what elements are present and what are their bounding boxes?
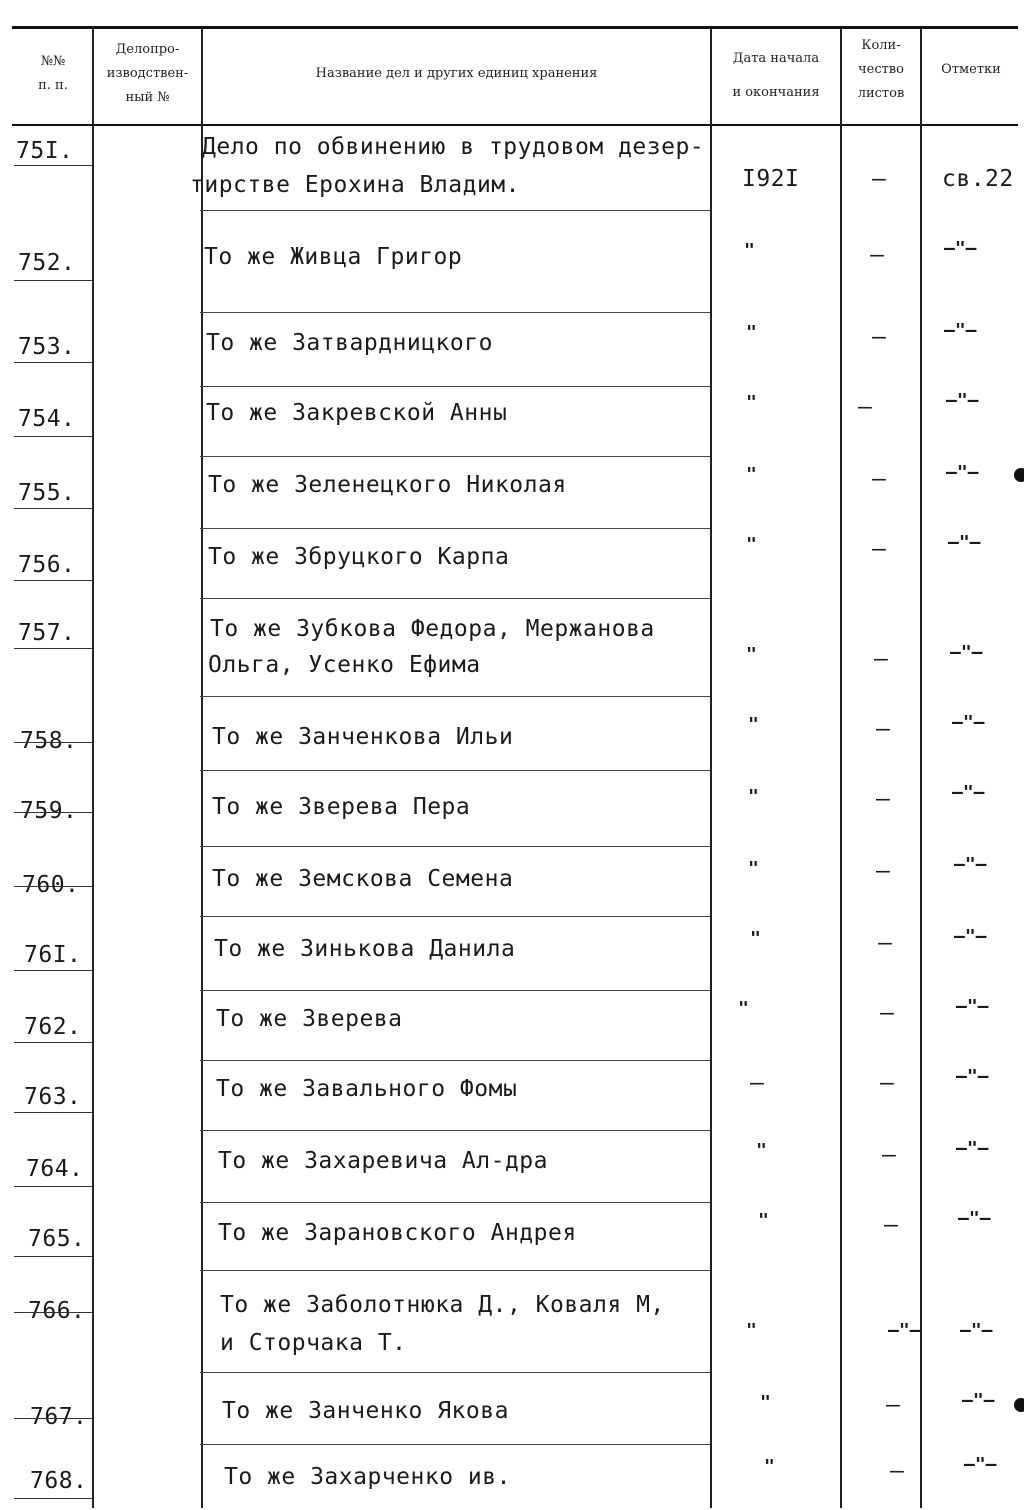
header-dates: [712, 42, 840, 110]
row-date: ": [746, 464, 757, 485]
row-sheets: –: [882, 1142, 897, 1168]
row-number-underline: [14, 648, 92, 649]
row-number: 764.: [26, 1156, 84, 1182]
header-office-line-2: изводствен-: [106, 66, 189, 81]
row-number: 752.: [18, 250, 76, 276]
row-date: ": [748, 714, 759, 735]
row-date: –: [750, 1070, 765, 1096]
row-sheets: –: [858, 394, 873, 420]
row-notes: –"–: [950, 642, 983, 663]
row-title: То же Зверева Пера: [212, 794, 471, 820]
row-sheets: –: [880, 1070, 895, 1096]
row-number: 757.: [18, 620, 76, 646]
row-separator: [200, 386, 710, 387]
row-date: ": [746, 392, 757, 413]
row-date: ": [746, 534, 757, 555]
row-sheets: –: [878, 930, 893, 956]
row-number-underline: [14, 580, 92, 581]
row-date: ": [746, 644, 757, 665]
row-separator: [200, 1202, 710, 1203]
row-separator: [200, 916, 710, 917]
row-sheets: –"–: [888, 1320, 921, 1341]
row-sheets: –: [890, 1458, 905, 1484]
row-sheets: –: [884, 1212, 899, 1238]
row-title: То же Занченко Якова: [222, 1398, 509, 1424]
row-date: ": [746, 322, 757, 343]
row-separator: [200, 696, 710, 697]
row-number: 763.: [24, 1084, 82, 1110]
column-divider-4: [840, 28, 842, 1508]
header-title: [203, 62, 710, 86]
row-number-underline: [14, 1312, 92, 1313]
row-number: 765.: [28, 1226, 86, 1252]
row-notes: –"–: [948, 532, 981, 553]
header-sheets-line-2: чество: [858, 62, 904, 77]
row-number-underline: [14, 436, 92, 437]
row-separator: [200, 312, 710, 313]
header-number: [14, 50, 92, 98]
row-number-underline: [14, 362, 92, 363]
row-notes: –"–: [946, 390, 979, 411]
row-title: То же Захарченко ив.: [224, 1464, 511, 1490]
row-notes: –"–: [954, 926, 987, 947]
row-sheets: –: [872, 166, 887, 192]
header-sheets: [842, 34, 920, 106]
row-notes: –"–: [954, 854, 987, 875]
row-title-line-1: Дело по обвинению в трудовом дезер-: [202, 134, 705, 160]
row-separator: [200, 210, 710, 211]
row-date: ": [748, 786, 759, 807]
row-notes: –"–: [964, 1454, 997, 1475]
row-number-underline: [14, 1418, 92, 1419]
row-number-underline: [14, 886, 92, 887]
row-title: То же Зеленецкого Николая: [208, 472, 567, 498]
row-number-underline: [14, 1112, 92, 1113]
row-title: То же Зинькова Данила: [214, 936, 516, 962]
row-date: ": [756, 1140, 767, 1161]
header-office-line-1: Делопро-: [115, 42, 180, 57]
row-sheets: –: [870, 242, 885, 268]
column-divider-2: [201, 28, 203, 1508]
row-notes: св.22: [942, 166, 1014, 192]
row-number-underline: [14, 970, 92, 971]
row-title: То же Завального Фомы: [216, 1076, 518, 1102]
row-title: То же Живца Григор: [204, 244, 463, 270]
row-title-line-1: То же Зубкова Федора, Мержанова: [210, 616, 655, 642]
header-sheets-line-1: Коли-: [861, 38, 901, 53]
row-separator: [200, 770, 710, 771]
row-title-line-2: тирстве Ерохина Владим.: [190, 172, 520, 198]
header-office-line-3: ный №: [125, 90, 170, 105]
row-date: ": [758, 1210, 769, 1231]
row-notes: –"–: [960, 1320, 993, 1341]
row-notes: –"–: [956, 1138, 989, 1159]
ink-blot: [1014, 1398, 1024, 1412]
ink-blot: [1014, 468, 1024, 482]
row-notes: –"–: [958, 1208, 991, 1229]
row-date: ": [744, 240, 755, 261]
row-number-underline: [14, 1042, 92, 1043]
row-number-underline: [14, 280, 92, 281]
row-number: 755.: [18, 480, 76, 506]
row-separator: [200, 1130, 710, 1131]
column-divider-5: [920, 28, 922, 1508]
row-date: ": [738, 998, 749, 1019]
row-number-underline: [14, 1498, 92, 1499]
header-title-text: Название дел и других единиц хранения: [315, 66, 598, 81]
row-title: То же Затвардницкого: [206, 330, 493, 356]
row-sheets: –: [872, 536, 887, 562]
row-date: ": [760, 1392, 771, 1413]
row-number: 762.: [24, 1014, 82, 1040]
row-notes: –"–: [956, 996, 989, 1017]
table-header-border: [12, 124, 1018, 126]
row-sheets: –: [880, 1000, 895, 1026]
row-date: ": [746, 1320, 757, 1341]
row-separator: [200, 1372, 710, 1373]
row-number: 76I.: [24, 942, 82, 968]
row-separator: [200, 598, 710, 599]
row-number: 756.: [18, 552, 76, 578]
row-number: 759.: [20, 798, 78, 824]
row-sheets: –: [886, 1392, 901, 1418]
row-sheets: –: [876, 858, 891, 884]
header-sheets-line-3: листов: [857, 86, 905, 101]
row-number: 758.: [20, 728, 78, 754]
row-sheets: –: [872, 466, 887, 492]
row-notes: –"–: [946, 462, 979, 483]
row-separator: [200, 1270, 710, 1271]
header-number-line-2: п. п.: [38, 78, 68, 93]
row-separator: [200, 846, 710, 847]
row-separator: [200, 1444, 710, 1445]
row-notes: –"–: [962, 1390, 995, 1411]
row-date: ": [750, 928, 761, 949]
row-number: 75I.: [16, 138, 74, 164]
row-number: 754.: [18, 406, 76, 432]
row-number-underline: [14, 165, 92, 166]
row-title: То же Занченкова Ильи: [212, 724, 514, 750]
row-separator: [200, 1060, 710, 1061]
row-number-underline: [14, 508, 92, 509]
row-title-line-1: То же Заболотнюка Д., Коваля М,: [220, 1292, 665, 1318]
column-divider-3: [710, 28, 712, 1508]
row-date: ": [748, 858, 759, 879]
row-title: То же Зарановского Андрея: [218, 1220, 577, 1246]
row-number: 767.: [30, 1404, 88, 1430]
row-notes: –"–: [944, 238, 977, 259]
row-title: То же Збруцкого Карпа: [208, 544, 510, 570]
header-notes: [922, 58, 1020, 82]
row-notes: –"–: [956, 1066, 989, 1087]
row-title: То же Зверева: [216, 1006, 403, 1032]
row-separator: [200, 528, 710, 529]
row-title-line-2: и Сторчака Т.: [220, 1330, 407, 1356]
row-number-underline: [14, 742, 92, 743]
row-title-line-2: Ольга, Усенко Ефима: [208, 652, 481, 678]
row-separator: [200, 456, 710, 457]
row-date: I92I: [742, 166, 800, 192]
header-notes-text: Отметки: [941, 62, 1001, 77]
row-title: То же Закревской Анны: [206, 400, 508, 426]
table-top-border: [12, 26, 1018, 29]
header-dates-line-1: Дата начала: [732, 51, 820, 66]
row-sheets: –: [876, 716, 891, 742]
header-number-line-1: №№: [40, 54, 66, 69]
row-notes: –"–: [952, 712, 985, 733]
row-title: То же Захаревича Ал-дра: [218, 1148, 548, 1174]
row-number: 768.: [30, 1468, 88, 1494]
header-office-number: [94, 38, 201, 110]
row-number-underline: [14, 1186, 92, 1187]
row-notes: –"–: [952, 782, 985, 803]
row-number: 753.: [18, 334, 76, 360]
row-number-underline: [14, 812, 92, 813]
row-sheets: –: [872, 324, 887, 350]
row-number: 766.: [28, 1298, 86, 1324]
column-divider-1: [92, 28, 94, 1508]
row-number-underline: [14, 1256, 92, 1257]
row-title: То же Земскова Семена: [212, 866, 514, 892]
header-dates-line-2: и окончания: [732, 85, 820, 100]
row-number: 760.: [22, 872, 80, 898]
row-sheets: –: [876, 786, 891, 812]
row-sheets: –: [874, 646, 889, 672]
row-date: ": [764, 1456, 775, 1477]
row-separator: [200, 990, 710, 991]
row-notes: –"–: [944, 320, 977, 341]
